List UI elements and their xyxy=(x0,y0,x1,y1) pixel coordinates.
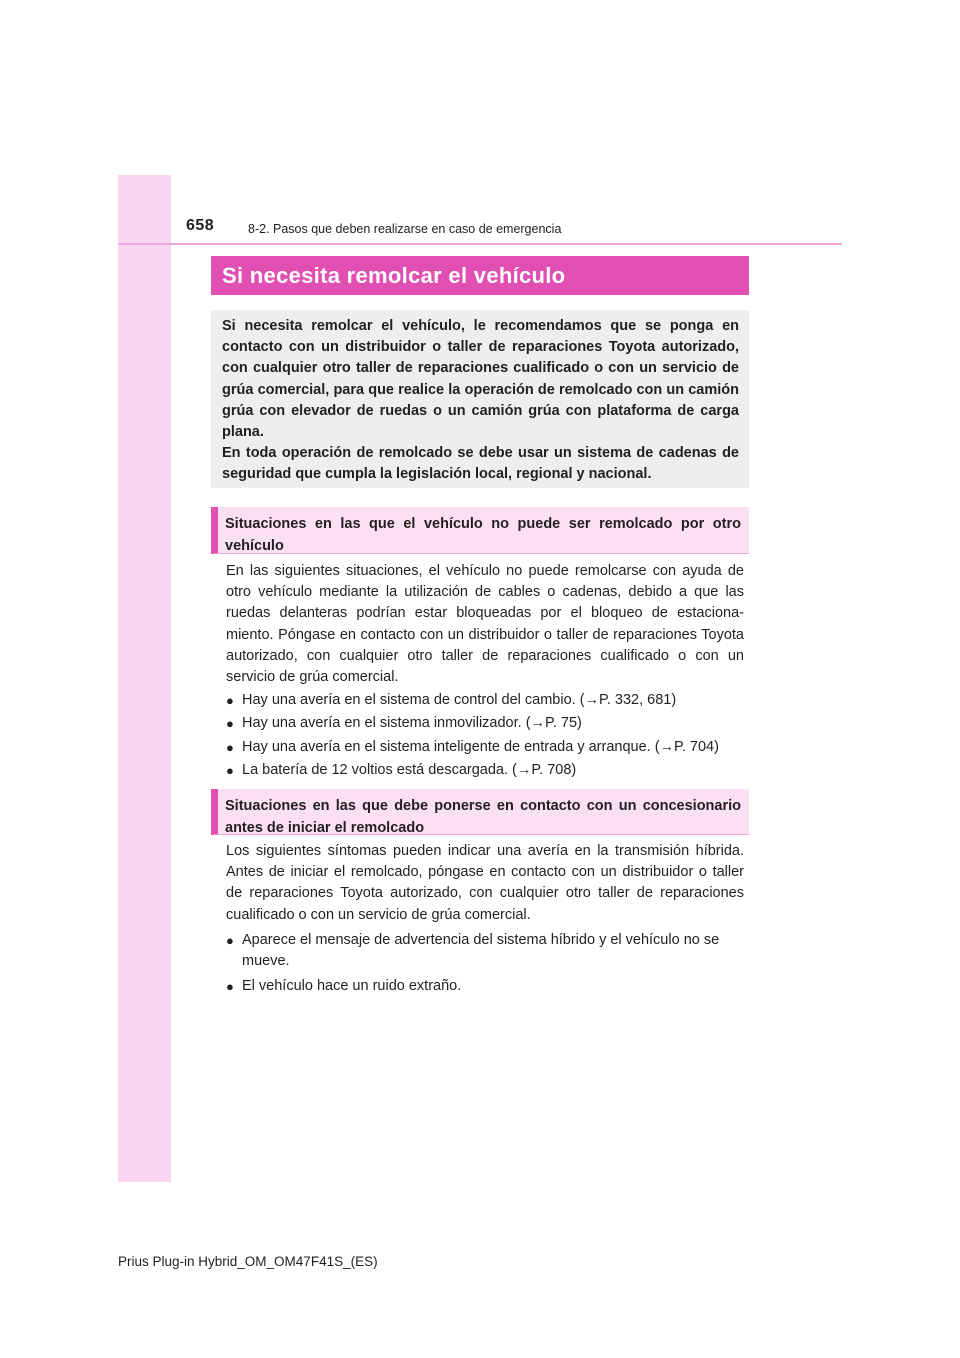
section-label: 8-2. Pasos que deben realizarse en caso de emergencia xyxy=(248,222,562,236)
bullet-icon: ● xyxy=(226,762,234,778)
intro-paragraph-1: Si necesita remolcar el vehículo, le recomendamos que se ponga en contacto con un distribuidor o taller de reparaciones Toyota autorizado, con cualquier otro taller de reparaciones cualificado o con un servicio de grúa comercial, para que realice la operación de remolcado con un camión grúa con elevador de ruedas o un camión grúa con plataforma de carga plana. xyxy=(222,318,739,441)
section1-body xyxy=(226,561,744,781)
list-item xyxy=(226,976,744,997)
list-item xyxy=(226,737,744,758)
list-item-text: La batería de 12 voltios está descargada. (→P. 708) xyxy=(242,761,577,778)
section1-heading: Situaciones en las que el vehículo no puede ser remolcado por otro vehículo xyxy=(211,507,749,554)
header-rule xyxy=(118,243,842,245)
intro-box xyxy=(211,310,749,488)
page-title: Si necesita remolcar el vehículo xyxy=(222,262,566,288)
section1-paragraph: En las siguientes situaciones, el vehículo no puede remolcarse con ayuda de otro vehículo mediante la utilización de cables o cadenas, debido a que las ruedas delanteras podrían estar bloqueadas por el bloqueo de estaciona-miento. Póngase en contacto con un distribuidor o taller de reparaciones Toyota autorizado, con cualquier otro taller de reparaciones cualificado o con un servicio de grúa comercial. xyxy=(226,563,744,686)
list-item-text: Hay una avería en el sistema inmovilizador. (→P. 75) xyxy=(242,715,582,732)
section2-heading: Situaciones en las que debe ponerse en contacto con un concesionario antes de iniciar el remolcado xyxy=(211,789,749,835)
list-item-text: Aparece el mensaje de advertencia del sistema híbrido y el vehículo no se mueve. xyxy=(242,931,720,970)
list-item xyxy=(226,690,744,711)
list-item-text: Hay una avería en el sistema de control del cambio. (→P. 332, 681) xyxy=(242,692,677,709)
intro-paragraph-2: En toda operación de remolcado se debe usar un sistema de cadenas de seguridad que cumpla la legislación local, regional y nacional. xyxy=(222,445,739,483)
page-number: 658 xyxy=(186,217,215,234)
list-item xyxy=(226,713,744,734)
list-item xyxy=(226,930,744,972)
side-band xyxy=(118,175,171,1182)
footer-doc-id: Prius Plug-in Hybrid_OM_OM47F41S_(ES) xyxy=(118,1254,378,1269)
list-item-text: Hay una avería en el sistema inteligente de entrada y arranque. (→P. 704) xyxy=(242,738,719,755)
bullet-icon: ● xyxy=(226,932,234,948)
bullet-icon: ● xyxy=(226,739,234,755)
bullet-icon: ● xyxy=(226,693,234,709)
section2-paragraph: Los siguientes síntomas pueden indicar una avería en la transmisión híbrida. Antes de iniciar el remolcado, póngase en contacto con un distribuidor o taller de reparaciones Toyota autorizado, con cualquier otro taller de reparaciones cualificado o con un servicio de grúa comercial. xyxy=(226,843,744,923)
list-item xyxy=(226,760,744,781)
bullet-icon: ● xyxy=(226,979,234,995)
title-bar xyxy=(211,256,749,295)
list-item-text: El vehículo hace un ruido extraño. xyxy=(242,978,462,995)
section2-body xyxy=(226,841,744,997)
bullet-icon: ● xyxy=(226,716,234,732)
